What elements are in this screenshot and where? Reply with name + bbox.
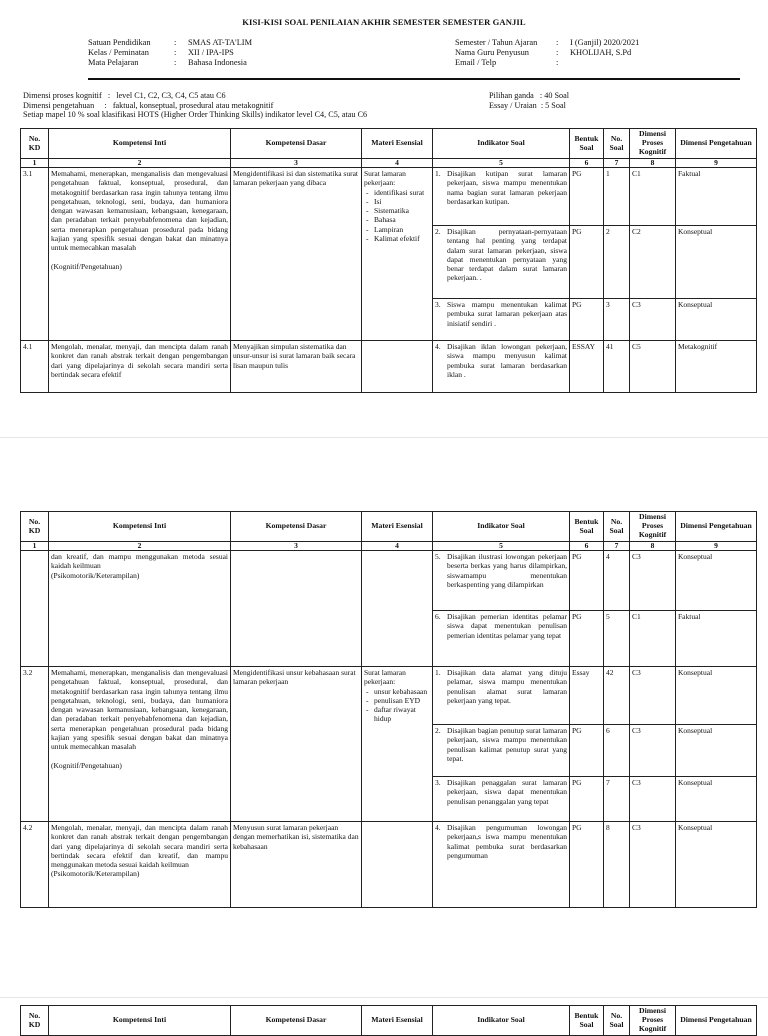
- no-soal: 8: [604, 822, 630, 908]
- info-value: SMAS AT-TA'LIM: [188, 38, 253, 47]
- dimensi-proses: C3: [630, 551, 676, 611]
- dimensi-pengetahuan: Konseptual: [676, 551, 757, 611]
- col-number: 3: [231, 542, 362, 551]
- indikator-text: Disajikan bagian penutup surat lamaran pekerjaan, siswa mampu menentukan penulisan kalimat penutup surat yang tepat.: [447, 726, 567, 763]
- materi-item: - Sistematika: [374, 206, 430, 215]
- header-kompetensi-dasar: Kompetensi Dasar: [231, 512, 362, 542]
- indikator-number: 5.: [435, 552, 441, 561]
- col-number: 9: [676, 542, 757, 551]
- kompetensi-dasar-cell: Mengidentifikasi unsur kebahasaan surat lamaran pekerjaan: [231, 667, 362, 822]
- indikator-number: 1.: [435, 668, 441, 677]
- dimensi-pengetahuan: Konseptual: [676, 822, 757, 908]
- no-soal: 2: [604, 226, 630, 299]
- bentuk-soal: PG: [570, 611, 604, 667]
- indikator-number: 4.: [435, 342, 441, 351]
- indikator-number: 4.: [435, 823, 441, 832]
- indikator-cell: [433, 777, 570, 822]
- count-line: Pilihan ganda : 40 Soal: [489, 91, 570, 100]
- materi-cell: [362, 168, 433, 341]
- col-number: 6: [570, 542, 604, 551]
- indikator-cell: [433, 299, 570, 341]
- info-value: XII / IPA-IPS: [188, 48, 234, 57]
- materi-heading: Surat lamaran pekerjaan:: [364, 668, 406, 687]
- table-header-row: [21, 512, 757, 542]
- materi-item: - Lampiran: [374, 225, 430, 234]
- no-soal: 7: [604, 777, 630, 822]
- indikator-cell: [433, 725, 570, 777]
- materi-item: - Bahasa: [374, 215, 430, 224]
- info-label: Email / Telp: [455, 58, 497, 67]
- dimensi-proses: C3: [630, 299, 676, 341]
- kompetensi-inti-text: Mengolah, menalar, menyaji, dan mencipta dalam ranah konkret dan ranah abstrak terkait dengan pengembangan dari yang dipelajarinya di sekolah secara mandiri serta bertindak secara efektif dan kreatif, dan mampu menggunakan metoda sesuai kaidah keilmuan: [51, 823, 228, 870]
- dimensi-proses: C3: [630, 822, 676, 908]
- header-no-kd: No. KD: [21, 1006, 49, 1036]
- column-number-row: [21, 159, 757, 168]
- kompetensi-inti-tag: (Kognitif/Pengetahuan): [51, 760, 122, 770]
- header-no-soal: No. Soal: [604, 129, 630, 159]
- indikator-number: 2.: [435, 227, 441, 236]
- bentuk-soal: ESSAY: [570, 341, 604, 393]
- kompetensi-inti-cell: [49, 667, 231, 822]
- kd-number: 4.2: [21, 822, 49, 908]
- materi-cell: [362, 667, 433, 822]
- kd-number: 3.1: [21, 168, 49, 341]
- no-soal: 3: [604, 299, 630, 341]
- header-no-kd: No. KD: [21, 512, 49, 542]
- indikator-text: Disajikan pemerian identitas pelamar siswa dapat menentukan penulisan pemerian identitas pelamar yang tepat: [447, 612, 567, 640]
- indikator-cell: [433, 667, 570, 725]
- materi-list: [364, 687, 430, 724]
- table-header-row: [21, 1006, 757, 1036]
- col-number: 4: [362, 159, 433, 168]
- info-label: Kelas / Peminatan: [88, 48, 149, 57]
- dimensi-proses: C1: [630, 168, 676, 226]
- table-row: [21, 667, 757, 725]
- header-bentuk-soal: Bentuk Soal: [570, 129, 604, 159]
- info-value: Bahasa Indonesia: [188, 58, 247, 67]
- dimensi-pengetahuan: Konseptual: [676, 777, 757, 822]
- dimensi-proses: C3: [630, 777, 676, 822]
- dimensi-proses: C3: [630, 667, 676, 725]
- col-number: 3: [231, 159, 362, 168]
- header-dimensi-proses: Dimensi Proses Kognitif: [630, 512, 676, 542]
- info-value: KHOLIJAH, S.Pd: [570, 48, 632, 57]
- kompetensi-inti-tag: (Psikomotorik/Keterampilan): [51, 570, 140, 580]
- col-number: 7: [604, 159, 630, 168]
- question-count-notes: [489, 91, 569, 110]
- no-soal: 4: [604, 551, 630, 611]
- kompetensi-inti-cell: [49, 551, 231, 667]
- indikator-text: Disajikan data alamat yang dituju pelamar, siswa mampu menentukan penulisan alamat surat lamaran pekerjaan yang tepat.: [447, 668, 567, 705]
- header-dimensi-pengetahuan: Dimensi Pengetahuan: [676, 1006, 757, 1036]
- header-kompetensi-dasar: Kompetensi Dasar: [231, 1006, 362, 1036]
- indikator-cell: [433, 226, 570, 299]
- criteria-notes: [23, 91, 367, 120]
- col-number: 5: [433, 542, 570, 551]
- header-kompetensi-inti: Kompetensi Inti: [49, 129, 231, 159]
- dimensi-pengetahuan: Faktual: [676, 168, 757, 226]
- no-soal: 1: [604, 168, 630, 226]
- indikator-text: Siswa mampu menentukan kalimat pembuka surat lamaran pekerjaan atas inisiatif sendiri .: [447, 300, 567, 328]
- no-soal: 42: [604, 667, 630, 725]
- col-number: 8: [630, 159, 676, 168]
- dimensi-proses: C3: [630, 725, 676, 777]
- materi-item: - Kalimat efektif: [374, 234, 430, 243]
- kisi-kisi-table-page-3: [20, 1005, 757, 1036]
- dimensi-proses: C1: [630, 611, 676, 667]
- col-number: 5: [433, 159, 570, 168]
- criteria-line: Setiap mapel 10 % soal klasifikasi HOTS (Higher Order Thinking Skills) indikator level C4, C5, atau C6: [23, 110, 368, 120]
- table-row: [21, 341, 757, 393]
- document-page-1: [0, 0, 768, 437]
- kisi-kisi-table-page-2: [20, 511, 757, 908]
- indikator-number: 1.: [435, 169, 441, 178]
- kompetensi-inti-tag: (Psikomotorik/Keterampilan): [51, 869, 140, 879]
- kisi-kisi-table-page-1: [20, 128, 757, 393]
- kompetensi-inti-text: Mengolah, menalar, menyaji, dan mencipta dalam ranah konkret dan ranah abstrak terkait dengan pengembangan dari yang dipelajarinya di sekolah secara mandiri serta bertindak secara efektif: [49, 341, 231, 393]
- header-kompetensi-dasar: Kompetensi Dasar: [231, 129, 362, 159]
- header-dimensi-proses: Dimensi Proses Kognitif: [630, 1006, 676, 1036]
- dimensi-pengetahuan: Faktual: [676, 611, 757, 667]
- col-number: 4: [362, 542, 433, 551]
- kompetensi-dasar-cell: [231, 551, 362, 667]
- info-label: Nama Guru Penyusun: [455, 48, 529, 57]
- table-row: [21, 551, 757, 611]
- table-row: [21, 168, 757, 226]
- materi-cell: [362, 822, 433, 908]
- header-bentuk-soal: Bentuk Soal: [570, 1006, 604, 1036]
- info-label: Semester / Tahun Ajaran: [455, 38, 538, 47]
- dimensi-proses: C2: [630, 226, 676, 299]
- bentuk-soal: PG: [570, 725, 604, 777]
- indikator-number: 3.: [435, 300, 441, 309]
- document-title: KISI-KISI SOAL PENILAIAN AKHIR SEMESTER SEMESTER GANJIL: [242, 17, 526, 27]
- header-materi-esensial: Materi Esensial: [362, 1006, 433, 1036]
- bentuk-soal: PG: [570, 551, 604, 611]
- header-materi-esensial: Materi Esensial: [362, 129, 433, 159]
- materi-cell: [362, 551, 433, 667]
- kompetensi-inti-text: Memahami, menerapkan, menganalisis dan mengevaluasi pengetahuan faktual, konseptual, prosedural, dan metakognitif berdasarkan rasa ingin tahunya tentang ilmu pengetahuan, teknologi, seni, budaya, dan humaniora dengan wawasan kemanusiaan, kebangsaan, kenegaraan, dan peradaban terkait penyebabfenomena dan kejadian, serta menerapkan pengetahuan prosedural pada bidang kajian yang spesifik sesuai dengan bakat dan minatnya untuk memecahkan masalah: [51, 668, 228, 752]
- kompetensi-inti-text: dan kreatif, dan mampu menggunakan metoda sesuai kaidah keilmuan: [51, 552, 228, 571]
- materi-item: - daftar riwayat hidup: [374, 705, 430, 724]
- kompetensi-dasar-cell: Menyusun surat lamaran pekerjaan dengan memerhatikan isi, sistematika dan kebahasaan: [231, 822, 362, 908]
- info-label: Satuan Pendidikan: [88, 38, 151, 47]
- kompetensi-inti-cell: [49, 822, 231, 908]
- indikator-cell: [433, 551, 570, 611]
- header-rule: [88, 78, 740, 80]
- header-kompetensi-inti: Kompetensi Inti: [49, 512, 231, 542]
- kompetensi-dasar-cell: Mengidentifikasi isi dan sistematika surat lamaran pekerjaan yang dibaca: [231, 168, 362, 341]
- header-kompetensi-inti: Kompetensi Inti: [49, 1006, 231, 1036]
- dimensi-pengetahuan: Konseptual: [676, 226, 757, 299]
- header-no-soal: No. Soal: [604, 1006, 630, 1036]
- criteria-line: Dimensi pengetahuan : faktual, konseptual, prosedural atau metakognitif: [23, 100, 274, 110]
- bentuk-soal: PG: [570, 777, 604, 822]
- col-number: 2: [49, 159, 231, 168]
- materi-cell: [362, 341, 433, 393]
- indikator-cell: [433, 822, 570, 908]
- materi-item: - unsur kebahasaan: [374, 687, 430, 696]
- column-number-row: [21, 542, 757, 551]
- bentuk-soal: PG: [570, 168, 604, 226]
- indikator-number: 3.: [435, 778, 441, 787]
- header-bentuk-soal: Bentuk Soal: [570, 512, 604, 542]
- kompetensi-inti-tag: (Kognitif/Pengetahuan): [51, 261, 122, 271]
- header-indikator-soal: Indikator Soal: [433, 1006, 570, 1036]
- col-number: 6: [570, 159, 604, 168]
- no-soal: 5: [604, 611, 630, 667]
- bentuk-soal: PG: [570, 226, 604, 299]
- count-line: Essay / Uraian : 5 Soal: [489, 100, 566, 110]
- table-row: [21, 822, 757, 908]
- indikator-number: 6.: [435, 612, 441, 621]
- teacher-info: Semester / Tahun Ajaran : I (Ganjil) 2020/2021 Nama Guru Penyusun : KHOLIJAH, S.Pd Email / Telp :: [455, 38, 640, 67]
- table-header-row: [21, 129, 757, 159]
- header-dimensi-pengetahuan: Dimensi Pengetahuan: [676, 129, 757, 159]
- col-number: 9: [676, 159, 757, 168]
- no-soal: 6: [604, 725, 630, 777]
- no-soal: 41: [604, 341, 630, 393]
- dimensi-pengetahuan: Konseptual: [676, 667, 757, 725]
- header-dimensi-pengetahuan: Dimensi Pengetahuan: [676, 512, 757, 542]
- info-value: I (Ganjil) 2020/2021: [570, 38, 640, 47]
- school-info: Satuan Pendidikan : SMAS AT-TA'LIM Kelas / Peminatan : XII / IPA-IPS Mata Pelajaran : Bahasa Indonesia: [88, 38, 253, 67]
- materi-heading: Surat lamaran pekerjaan:: [364, 169, 406, 188]
- col-number: 7: [604, 542, 630, 551]
- criteria-line: Dimensi proses kognitif : level C1, C2, C3, C4, C5 atau C6: [23, 91, 226, 100]
- header-materi-esensial: Materi Esensial: [362, 512, 433, 542]
- materi-item: - Isi: [374, 197, 430, 206]
- indikator-cell: [433, 168, 570, 226]
- materi-item: - penulisan EYD: [374, 696, 430, 705]
- indikator-cell: [433, 341, 570, 393]
- indikator-text: Disajikan pengumuman lowongan pekerjaan,s iswa mampu menentukan kalimat pembuka surat berdasarkan pengumuman: [447, 823, 567, 860]
- indikator-number: 2.: [435, 726, 441, 735]
- dimensi-pengetahuan: Konseptual: [676, 299, 757, 341]
- indikator-text: Disajikan penaggalan surat lamaran pekerjaan, siswa dapat menentukan penulisan penanggalan yang tepat: [447, 778, 567, 806]
- indikator-cell: [433, 611, 570, 667]
- indikator-text: Disajikan iklan lowongan pekerjaan, siswa mampu menyusun kalimat pembuka surat lamaran berdasarkan iklan .: [447, 342, 567, 379]
- header-indikator-soal: Indikator Soal: [433, 129, 570, 159]
- indikator-text: Disajikan ilustrasi lowongan pekerjaan beserta berkas yang harus dilampirkan, siswamampu menentukan berkaspenting yang dilampirkan: [447, 552, 567, 589]
- info-label: Mata Pelajaran: [88, 58, 139, 67]
- indikator-text: Disajikan kutipan surat lamaran pekerjaan, siswa mampu menentukan nama bagian surat lamaran pekerjaan berdasarkan kutipan.: [447, 169, 567, 206]
- bentuk-soal: PG: [570, 822, 604, 908]
- header-no-kd: No. KD: [21, 129, 49, 159]
- header-no-soal: No. Soal: [604, 512, 630, 542]
- kd-number: [21, 551, 49, 667]
- kd-number: 3.2: [21, 667, 49, 822]
- document-page-3: [0, 998, 768, 1033]
- col-number: 1: [21, 159, 49, 168]
- col-number: 1: [21, 542, 49, 551]
- materi-item: - identifikasi surat: [374, 188, 430, 197]
- kd-number: 4.1: [21, 341, 49, 393]
- col-number: 2: [49, 542, 231, 551]
- dimensi-proses: C5: [630, 341, 676, 393]
- dimensi-pengetahuan: Konseptual: [676, 725, 757, 777]
- kompetensi-dasar-cell: Menyajikan simpulan sistematika dan unsur-unsur isi surat lamaran baik secara lisan maupun tulis: [231, 341, 362, 393]
- kompetensi-inti-cell: [49, 168, 231, 341]
- col-number: 8: [630, 542, 676, 551]
- header-indikator-soal: Indikator Soal: [433, 512, 570, 542]
- materi-list: [364, 188, 430, 244]
- dimensi-pengetahuan: Metakognitif: [676, 341, 757, 393]
- bentuk-soal: Essay: [570, 667, 604, 725]
- indikator-text: Disajikan pernyataan-pernyataan tentang hal penting yang terdapat dalam surat lamaran pekerjaan, siswa dapat menentukan pernyataan yang benar terdapat dalam surat lamaran pekerjaan. .: [447, 227, 567, 283]
- header-dimensi-proses: Dimensi Proses Kognitif: [630, 129, 676, 159]
- document-page-2: [0, 438, 768, 998]
- kompetensi-inti-text: Memahami, menerapkan, menganalisis dan mengevaluasi pengetahuan faktual, konseptual, prosedural, dan metakognitif berdasarkan rasa ingin tahunya tentang ilmu pengetahuan, teknologi, seni, budaya, dan humaniora dengan wawasan kemanusiaan, kebangsaan, kenegaraan, dan peradaban terkait penyebabfenomena dan kejadian, serta menerapkan pengetahuan prosedural pada bidang kajian yang spesifik sesuai dengan bakat dan minatnya untuk memecahkan masalah: [51, 169, 228, 253]
- bentuk-soal: PG: [570, 299, 604, 341]
